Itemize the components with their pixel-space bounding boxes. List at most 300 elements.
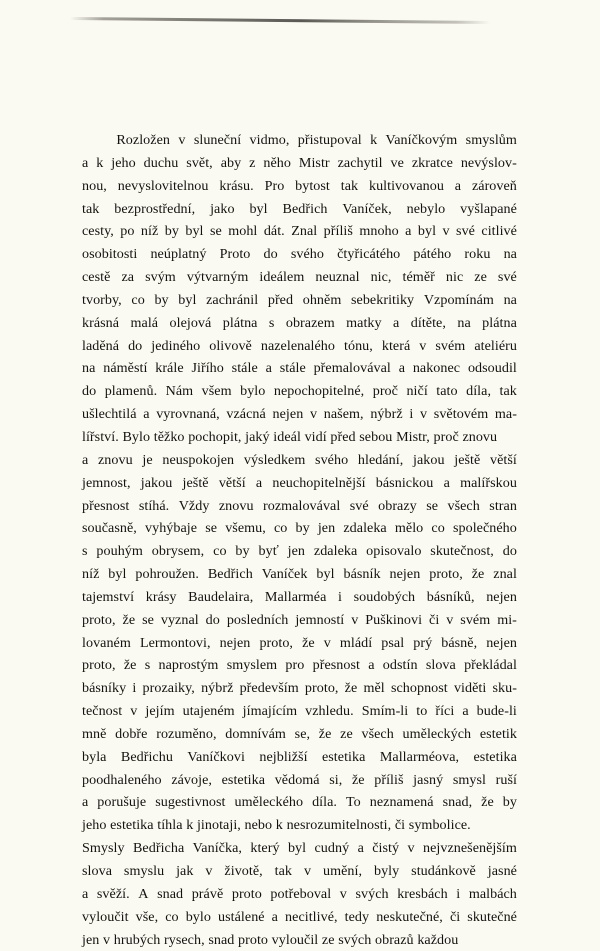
word: svým	[145, 269, 176, 286]
word: v	[323, 634, 331, 651]
word: tak	[340, 177, 359, 194]
word: lovaném	[82, 634, 131, 651]
word: estetika	[110, 817, 154, 834]
word: před	[330, 428, 356, 445]
word: Vaníčkovi	[187, 748, 245, 765]
word: ve	[390, 154, 404, 171]
word: plamenů.	[104, 383, 158, 400]
word: Nám	[165, 383, 194, 400]
word: kultivovanou	[368, 177, 444, 194]
word: a	[271, 908, 278, 925]
word: byla	[82, 748, 107, 765]
word: v	[205, 863, 213, 879]
word: nesrozumitelnosti,	[286, 817, 392, 834]
text-line	[82, 700, 517, 723]
word: jasné	[487, 863, 517, 879]
word: domnívám	[225, 725, 286, 742]
word: opisovalo	[366, 543, 422, 560]
word: a	[443, 474, 450, 491]
word: nejbližší	[259, 748, 308, 765]
word: po	[120, 223, 135, 240]
word: byl	[287, 840, 307, 857]
word: všech	[447, 497, 480, 514]
word: že	[471, 566, 485, 583]
word: obrazem	[285, 314, 335, 331]
word: se	[205, 520, 218, 537]
text-line	[82, 929, 517, 951]
word: nic	[445, 269, 464, 286]
word: neuspokojen	[162, 451, 235, 468]
text-line	[82, 517, 517, 540]
word: bytost	[295, 177, 330, 194]
word: ničí	[406, 383, 428, 400]
body-text-block	[82, 129, 517, 951]
word: tíhla	[157, 817, 183, 834]
text-line	[82, 677, 517, 700]
text-line	[82, 563, 517, 586]
word: viděti	[453, 680, 487, 697]
word: mi-	[497, 611, 517, 628]
word: příliš	[374, 771, 404, 788]
word: To	[345, 794, 361, 811]
word: co	[213, 543, 227, 560]
word: říci	[435, 703, 455, 720]
word: bylo	[185, 908, 211, 925]
word: vidí	[304, 428, 327, 445]
word: utajeném	[182, 703, 235, 720]
word: malá	[130, 314, 159, 331]
text-line	[82, 449, 517, 472]
word: jemností	[295, 611, 345, 628]
word: to	[416, 703, 428, 720]
word: obrazy	[378, 497, 417, 514]
word: náměstí	[103, 360, 148, 377]
word: v	[442, 223, 450, 240]
word: bude-li	[476, 703, 517, 720]
word: tato	[436, 383, 458, 400]
word: a	[462, 703, 469, 720]
word: bylo	[240, 383, 266, 400]
word: životě,	[224, 863, 263, 879]
word: byť	[258, 543, 279, 560]
scan-streak-artifact	[70, 17, 490, 24]
word: malbách	[468, 885, 517, 902]
word: nejen	[219, 634, 251, 651]
word: níž	[140, 223, 159, 240]
word: do	[82, 383, 97, 400]
word: ještě	[182, 474, 209, 491]
word: přesnost	[82, 497, 130, 514]
word: jako	[210, 200, 235, 217]
word: tak	[499, 383, 517, 400]
word: naprostým	[158, 657, 219, 674]
word: se	[209, 223, 222, 240]
word: především	[239, 680, 299, 697]
word: Vždy	[178, 497, 210, 514]
word: rozmalovával	[263, 497, 341, 514]
word: hledání,	[357, 451, 404, 468]
word: porušuje	[97, 794, 147, 811]
word: krásy	[145, 588, 177, 605]
text-line	[82, 723, 517, 746]
word: olejová	[169, 314, 212, 331]
word: tak	[82, 200, 100, 217]
text-line	[82, 312, 517, 335]
word: všem	[201, 383, 232, 400]
word: Mallarméova,	[379, 748, 460, 765]
word: krále	[155, 360, 184, 377]
word: symbolice.	[408, 817, 471, 834]
word: a	[255, 474, 263, 491]
word: v	[446, 611, 454, 628]
word: níž	[82, 566, 100, 583]
word: čtyřicátého	[337, 246, 401, 263]
word: i	[409, 406, 414, 423]
word: posledních	[226, 611, 289, 628]
word: že	[481, 794, 494, 811]
word: by	[235, 543, 250, 560]
word: své	[349, 497, 369, 514]
word: svém	[435, 337, 466, 354]
word: do	[502, 543, 517, 560]
word: Baudelaira,	[188, 588, 254, 605]
word: obrazů	[375, 931, 414, 948]
word: přistupoval	[297, 132, 362, 148]
word: rozuměno,	[156, 725, 217, 742]
word: světovém	[433, 406, 489, 423]
word: byl	[316, 566, 335, 583]
text-line	[82, 266, 517, 289]
word: by	[164, 223, 179, 240]
word: větší	[218, 474, 246, 491]
word: nebylo	[406, 200, 446, 217]
text-line	[82, 860, 517, 883]
word: společného	[452, 520, 517, 537]
word: výsledkem	[243, 451, 306, 468]
word: vyznal	[160, 611, 199, 628]
word: zdaleka	[343, 520, 387, 537]
word: co	[273, 520, 288, 537]
word: že	[318, 725, 332, 742]
word: závoje,	[171, 771, 212, 788]
word: vyloučit	[82, 908, 129, 925]
word: jeho	[82, 817, 107, 834]
word: zdaleka	[313, 543, 358, 560]
word: laděná	[82, 337, 120, 354]
word: pochopit,	[188, 428, 242, 445]
word: pátého	[413, 246, 452, 263]
word: tajemství	[82, 588, 135, 605]
text-line	[82, 335, 517, 358]
word: uměleckého	[234, 794, 304, 811]
word: Mistr,	[396, 428, 430, 445]
word: svém	[460, 611, 491, 628]
word: se	[426, 497, 439, 514]
word: s	[82, 543, 88, 560]
text-line	[82, 746, 517, 769]
word: v	[407, 840, 415, 857]
text-line	[82, 906, 517, 929]
word: překládal	[464, 657, 517, 674]
word: Bylo	[122, 428, 151, 445]
word: nepochopitelné,	[273, 383, 365, 400]
word: by	[295, 520, 310, 537]
word: našem,	[323, 406, 364, 423]
word: ideál	[273, 428, 301, 445]
word: byly	[373, 863, 400, 879]
text-line	[82, 632, 517, 655]
word: která	[381, 337, 411, 354]
word: se,	[294, 725, 311, 742]
word: v	[130, 703, 138, 720]
word: do	[205, 611, 220, 628]
word: smyslu	[123, 863, 165, 879]
word: na	[82, 360, 96, 377]
word: a	[82, 794, 89, 811]
word: by	[154, 291, 169, 308]
word: znal	[493, 566, 517, 583]
word: Bedřich	[282, 200, 328, 217]
word: slova	[82, 863, 112, 879]
word: prozaiky,	[142, 680, 195, 697]
word: k	[275, 817, 283, 834]
word: nejen	[486, 588, 517, 605]
word: v	[178, 132, 186, 148]
word: Bedřichu	[120, 748, 173, 765]
word: zároveň	[471, 177, 517, 194]
word: estetika	[473, 748, 517, 765]
word: měl	[363, 680, 385, 697]
word: jinotaji,	[196, 817, 241, 834]
word: vyloučil	[271, 931, 319, 948]
word: Bedřicha	[132, 840, 185, 857]
word: roku	[464, 246, 491, 263]
word: Pro	[264, 177, 285, 194]
word: ustálené	[218, 908, 265, 925]
word: mládí	[339, 634, 373, 651]
word: uměleckých	[402, 725, 472, 742]
word: stále	[231, 360, 258, 377]
word: kresbách	[397, 885, 448, 902]
word: nejen	[272, 406, 304, 423]
word: na	[503, 246, 517, 263]
word: neuznal	[315, 269, 360, 286]
word: odstín	[382, 657, 418, 674]
word: nýbrž	[201, 680, 234, 697]
word: rysech,	[164, 931, 205, 948]
word: snad	[157, 885, 184, 902]
word: v	[303, 863, 312, 879]
word: a	[82, 451, 89, 468]
word: své	[456, 223, 475, 240]
word: pohroužen.	[135, 566, 199, 583]
word: i	[132, 680, 137, 697]
word: je	[142, 451, 153, 468]
word: básně,	[441, 634, 478, 651]
word: citlivé	[481, 223, 517, 240]
word: v	[103, 931, 111, 948]
word: Smím-li	[361, 703, 409, 720]
word: k	[186, 817, 194, 834]
word: vyhýbaje	[145, 520, 198, 537]
word: s	[144, 657, 151, 674]
word: krásu.	[219, 177, 254, 194]
word: Jiřího	[191, 360, 224, 377]
word: své	[497, 269, 517, 286]
word: nou,	[82, 177, 107, 194]
word: slova	[425, 657, 456, 674]
word: dobře	[115, 725, 148, 742]
word: vzhledu.	[305, 703, 354, 720]
word: ze	[340, 725, 353, 742]
word: ze	[474, 269, 487, 286]
word: a	[82, 154, 89, 171]
word: že	[344, 680, 358, 697]
word: že	[122, 611, 136, 628]
text-line	[82, 791, 517, 814]
word: či	[449, 908, 461, 925]
word: Bedřich	[207, 566, 253, 583]
text-line	[82, 540, 517, 563]
word: i	[456, 885, 461, 902]
word: jejím	[145, 703, 175, 720]
word: v	[339, 885, 347, 902]
word: sebekritiky	[350, 291, 415, 308]
word: svého	[290, 246, 324, 263]
word: tak	[274, 863, 293, 879]
word: a	[82, 885, 89, 902]
word: hrubých	[113, 931, 161, 948]
word: Vaníček	[261, 566, 308, 583]
word: ze	[321, 931, 335, 948]
word: a	[368, 657, 375, 674]
word: proč	[372, 383, 398, 400]
word: jediného	[151, 337, 201, 354]
word: a	[393, 314, 400, 331]
word: snad,	[442, 794, 473, 811]
word: jaký	[245, 428, 270, 445]
word: soudobých	[353, 588, 416, 605]
word: neskutečné,	[376, 908, 443, 925]
word: Znal	[291, 223, 318, 240]
word: jakou	[140, 474, 173, 491]
word: ohněm	[302, 291, 342, 308]
word: lířství.	[82, 428, 119, 445]
word: čistý	[372, 840, 400, 857]
word: nebo	[244, 817, 273, 834]
word: proto,	[82, 611, 116, 628]
word: básnickou	[375, 474, 434, 491]
word: jak	[176, 863, 194, 879]
text-line	[82, 243, 517, 266]
word: Rozložen	[116, 132, 170, 148]
word: tvorby,	[82, 291, 122, 308]
word: v	[351, 611, 359, 628]
word: nejen	[389, 566, 421, 583]
word: smysl	[452, 771, 486, 788]
word: něho	[263, 154, 291, 171]
word: sugestivnost	[155, 794, 226, 811]
text-line	[82, 472, 517, 495]
word: všech	[361, 725, 394, 742]
word: byl	[108, 566, 127, 583]
word: nakonec	[412, 360, 461, 377]
word: jen	[317, 520, 336, 537]
text-line	[82, 403, 517, 426]
word: i	[338, 588, 342, 605]
word: matky	[346, 314, 382, 331]
word: znovu	[218, 497, 254, 514]
word: se	[142, 611, 154, 628]
word: ma-	[494, 406, 517, 423]
word: a	[398, 360, 405, 377]
word: díla,	[466, 383, 492, 400]
word: z	[249, 154, 256, 171]
word: přesnost	[312, 657, 360, 674]
word: A	[138, 885, 149, 902]
text-line	[82, 654, 517, 677]
word: Proto	[219, 246, 251, 263]
word: bezprostřední,	[114, 200, 196, 217]
word: ještě	[454, 451, 481, 468]
text-line	[82, 220, 517, 243]
word: ideálem	[259, 269, 305, 286]
text-line	[82, 152, 517, 175]
word: sluneční	[193, 132, 242, 148]
word: básník	[343, 566, 381, 583]
word: sebou	[359, 428, 393, 445]
text-line	[82, 609, 517, 632]
word: svých	[338, 931, 372, 948]
word: jeho	[111, 154, 136, 171]
word: za	[121, 269, 135, 286]
word: svěží.	[96, 885, 130, 902]
word: všemu,	[225, 520, 266, 537]
word: větší	[490, 451, 517, 468]
word: tedy	[344, 908, 370, 925]
word: Mallarméa	[264, 588, 327, 605]
word: estetika	[321, 748, 366, 765]
word: potřeboval	[270, 885, 332, 902]
word: tónu,	[344, 337, 373, 354]
word: studánkově	[411, 863, 476, 879]
word: co	[165, 908, 179, 925]
word: neznamená	[369, 794, 434, 811]
word: proto,	[429, 566, 463, 583]
word: nazelenalého	[260, 337, 335, 354]
word: a	[265, 360, 272, 377]
word: nejen	[486, 634, 517, 651]
word: proto	[238, 931, 269, 948]
word: estetika	[221, 771, 266, 788]
word: Smysly	[82, 840, 125, 857]
word: mělo	[394, 520, 424, 537]
word: byl	[249, 200, 268, 217]
word: Lermontovi,	[139, 634, 211, 651]
word: v	[309, 406, 318, 423]
word: plátna	[482, 314, 517, 331]
word: vidmo,	[249, 132, 290, 148]
word: Vaníčka,	[192, 840, 242, 857]
word: Puškinovi	[365, 611, 423, 628]
word: každou	[417, 931, 459, 948]
word: znovu	[462, 428, 498, 445]
word: Vaníček,	[342, 200, 392, 217]
word: skutečné	[467, 908, 517, 925]
text-line	[82, 129, 517, 152]
word: byl	[185, 223, 204, 240]
word: stíhá.	[138, 497, 170, 514]
